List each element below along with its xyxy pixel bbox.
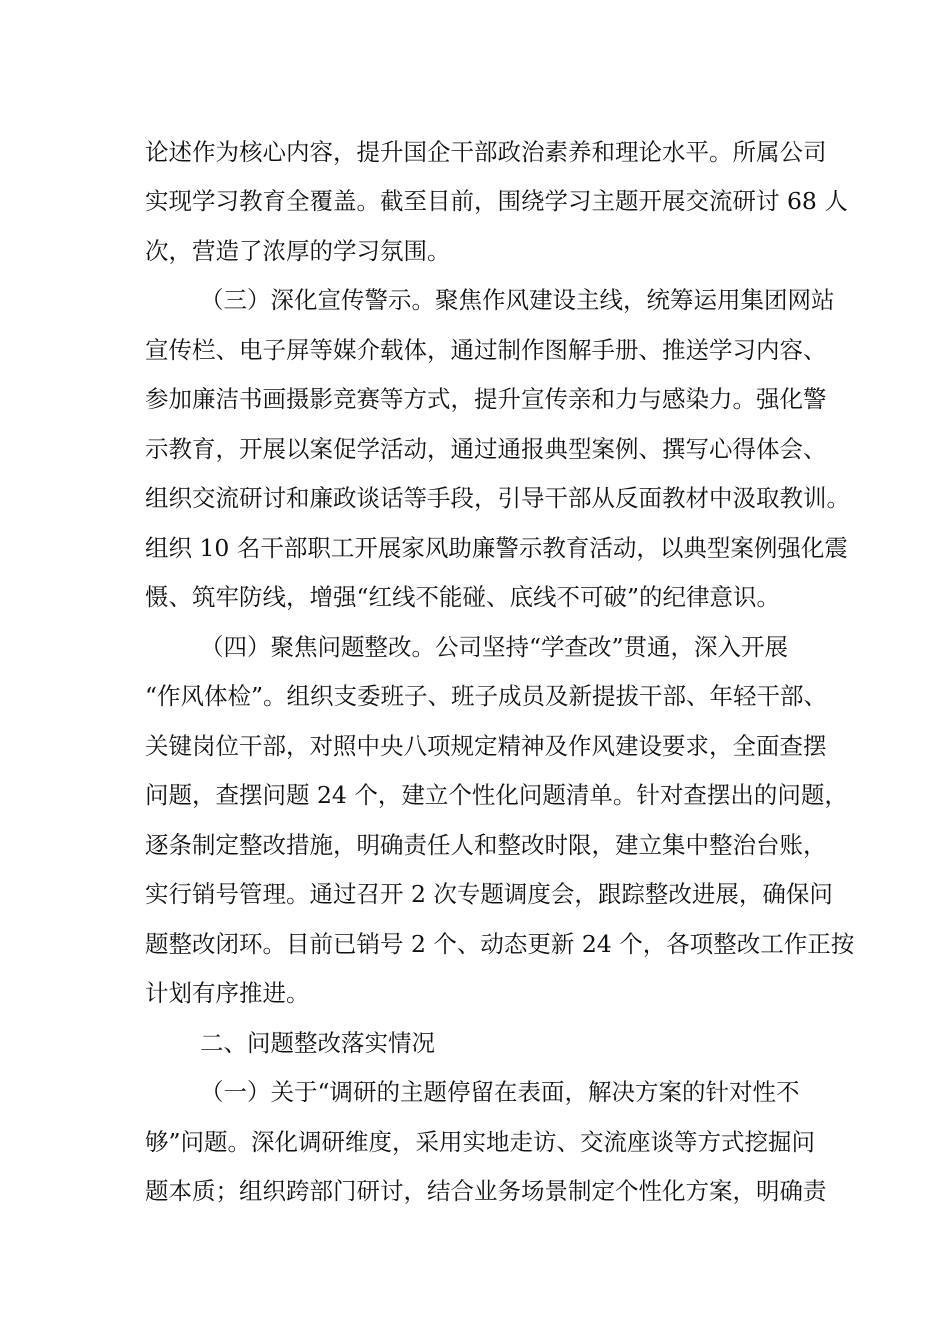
paragraph-line: 示教育，开展以案促学活动，通过通报典型案例、撰写心得体会、 (145, 435, 827, 463)
paragraph-line: 组织交流研讨和廉政谈话等手段，引导干部从反面教材中汲取教训。 (145, 484, 850, 512)
paragraph-line: 慑、筑牢防线，增强“红线不能碰、底线不可破”的纪律意识。 (145, 583, 781, 611)
paragraph-line: 宣传栏、电子屏等媒介载体，通过制作图解手册、推送学习内容、 (145, 336, 827, 364)
paragraph-line: 实行销号管理。通过召开 2 次专题调度会，跟踪整改进展，确保问 (145, 880, 833, 908)
paragraph-line: 参加廉洁书画摄影竞赛等方式，提升宣传亲和力与感染力。强化警 (145, 385, 827, 413)
section-three-heading-line: （三）深化宣传警示。聚焦作风建设主线，统筹运用集团网站 (200, 286, 835, 314)
paragraph-line: 题整改闭环。目前已销号 2 个、动态更新 24 个，各项整改工作正按 (145, 930, 855, 958)
paragraph-line: 实现学习教育全覆盖。截至目前，围绕学习主题开展交流研讨 68 人 (145, 187, 848, 215)
section-two-heading: 二、问题整改落实情况 (200, 1029, 435, 1057)
paragraph-line: 组织 10 名干部职工开展家风助廉警示教育活动，以典型案例强化震 (145, 534, 848, 562)
paragraph-line: 逐条制定整改措施，明确责任人和整改时限，建立集中整治台账， (145, 831, 827, 859)
paragraph-line: 次，营造了浓厚的学习氛围。 (145, 237, 451, 265)
section-four-heading-line: （四）聚焦问题整改。公司坚持“学查改”贯通，深入开展 (200, 633, 789, 661)
paragraph-line: 够”问题。深化调研维度，采用实地走访、交流座谈等方式挖掘问 (145, 1128, 816, 1156)
paragraph-line: “作风体检”。组织支委班子、班子成员及新提拔干部、年轻干部、 (145, 682, 828, 710)
subsection-one-heading-line: （一）关于“调研的主题停留在表面，解决方案的针对性不 (200, 1078, 800, 1106)
paragraph-line: 关键岗位干部，对照中央八项规定精神及作风建设要求，全面查摆 (145, 732, 827, 760)
paragraph-line: 论述作为核心内容，提升国企干部政治素养和理论水平。所属公司 (145, 138, 827, 166)
paragraph-line: 题本质；组织跨部门研讨，结合业务场景制定个性化方案，明确责 (145, 1177, 827, 1205)
paragraph-line: 计划有序推进。 (145, 979, 310, 1007)
paragraph-line: 问题，查摆问题 24 个，建立个性化问题清单。针对查摆出的问题， (145, 781, 848, 809)
